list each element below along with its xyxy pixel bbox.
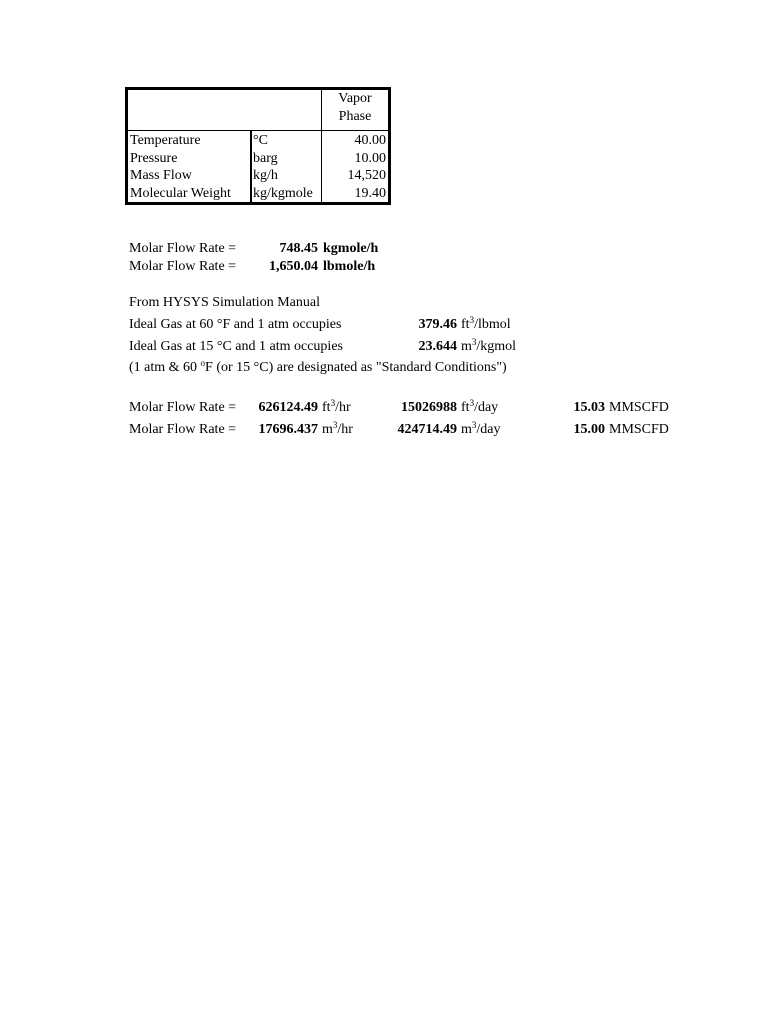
unit-exponent: 3 bbox=[469, 398, 475, 408]
molar-flow-unit: kgmole/h bbox=[323, 241, 379, 256]
flow-rate-label: Molar Flow Rate = bbox=[129, 422, 237, 437]
row-unit: barg bbox=[253, 150, 278, 166]
row-name: Molecular Weight bbox=[130, 185, 231, 201]
column-header-vapor-phase bbox=[322, 90, 388, 130]
flow-mmscfd-unit: MMSCFD bbox=[609, 400, 669, 415]
unit-suffix: /kgmol bbox=[476, 339, 517, 354]
table-header-divider bbox=[128, 130, 388, 131]
flow-hr-value: 626124.49 bbox=[258, 400, 318, 415]
ideal-gas-value-2: 23.644 bbox=[418, 339, 457, 354]
flow-mmscfd-value: 15.00 bbox=[573, 422, 605, 437]
flow-day-value: 15026988 bbox=[401, 400, 457, 415]
unit-suffix: /day bbox=[476, 422, 501, 437]
flow-mmscfd-unit: MMSCFD bbox=[609, 422, 669, 437]
unit-exponent: 3 bbox=[332, 420, 338, 430]
flow-hr-value: 17696.437 bbox=[258, 422, 318, 437]
row-unit: °C bbox=[253, 133, 268, 148]
row-unit: kg/h bbox=[253, 168, 278, 183]
unit-base: ft bbox=[461, 400, 470, 415]
table-row bbox=[128, 151, 388, 169]
flow-rate-label: Molar Flow Rate = bbox=[129, 400, 237, 415]
table-row bbox=[128, 133, 388, 151]
unit-exponent: 3 bbox=[469, 315, 475, 325]
unit-suffix: /lbmol bbox=[474, 317, 511, 332]
header-line-2: Phase bbox=[338, 109, 372, 124]
unit-suffix: /day bbox=[474, 400, 499, 415]
flow-hr-unit bbox=[322, 420, 353, 437]
hysys-heading: From HYSYS Simulation Manual bbox=[129, 295, 320, 310]
table-body bbox=[128, 133, 388, 203]
ideal-gas-line-2: Ideal Gas at 15 °C and 1 atm occupies bbox=[129, 339, 343, 354]
unit-base: m bbox=[461, 339, 472, 354]
unit-exponent: 3 bbox=[330, 398, 336, 408]
row-name: Mass Flow bbox=[130, 168, 192, 183]
unit-base: ft bbox=[322, 400, 331, 415]
flow-day-unit bbox=[461, 420, 501, 437]
unit-suffix: /hr bbox=[335, 400, 351, 415]
flow-mmscfd-value: 15.03 bbox=[573, 400, 605, 415]
row-unit: kg/kgmole bbox=[253, 185, 313, 201]
unit-exponent: 3 bbox=[471, 337, 477, 347]
flow-day-unit bbox=[461, 398, 499, 415]
molar-flow-unit: lbmole/h bbox=[323, 259, 376, 274]
flow-hr-unit bbox=[322, 398, 351, 415]
note-part: (1 atm & 60 bbox=[129, 360, 201, 375]
row-name: Pressure bbox=[130, 150, 178, 166]
row-value: 14,520 bbox=[347, 168, 386, 183]
row-value: 10.00 bbox=[354, 150, 386, 166]
unit-base: m bbox=[461, 422, 472, 437]
unit-base: ft bbox=[461, 317, 470, 332]
flow-day-value: 424714.49 bbox=[397, 422, 457, 437]
note-part: F (or 15 °C) are designated as "Standard Conditions") bbox=[205, 360, 507, 375]
row-name: Temperature bbox=[130, 133, 201, 148]
table-row bbox=[128, 186, 388, 204]
ideal-gas-unit-1 bbox=[461, 315, 511, 332]
table-row bbox=[128, 168, 388, 186]
ideal-gas-line-1: Ideal Gas at 60 °F and 1 atm occupies bbox=[129, 317, 342, 332]
properties-table bbox=[125, 87, 391, 205]
unit-base: m bbox=[322, 422, 333, 437]
header-line-1: Vapor bbox=[338, 91, 372, 106]
degree-sup: o bbox=[200, 358, 206, 368]
molar-flow-value: 748.45 bbox=[279, 241, 318, 256]
molar-flow-label: Molar Flow Rate = bbox=[129, 241, 237, 256]
unit-exponent: 3 bbox=[471, 420, 477, 430]
ideal-gas-unit-2 bbox=[461, 337, 517, 354]
row-value: 40.00 bbox=[354, 133, 386, 148]
molar-flow-label: Molar Flow Rate = bbox=[129, 259, 237, 274]
ideal-gas-value-1: 379.46 bbox=[418, 317, 457, 332]
row-value: 19.40 bbox=[354, 185, 386, 201]
unit-suffix: /hr bbox=[337, 422, 353, 437]
molar-flow-value: 1,650.04 bbox=[269, 259, 318, 274]
standard-conditions-note bbox=[129, 358, 507, 375]
